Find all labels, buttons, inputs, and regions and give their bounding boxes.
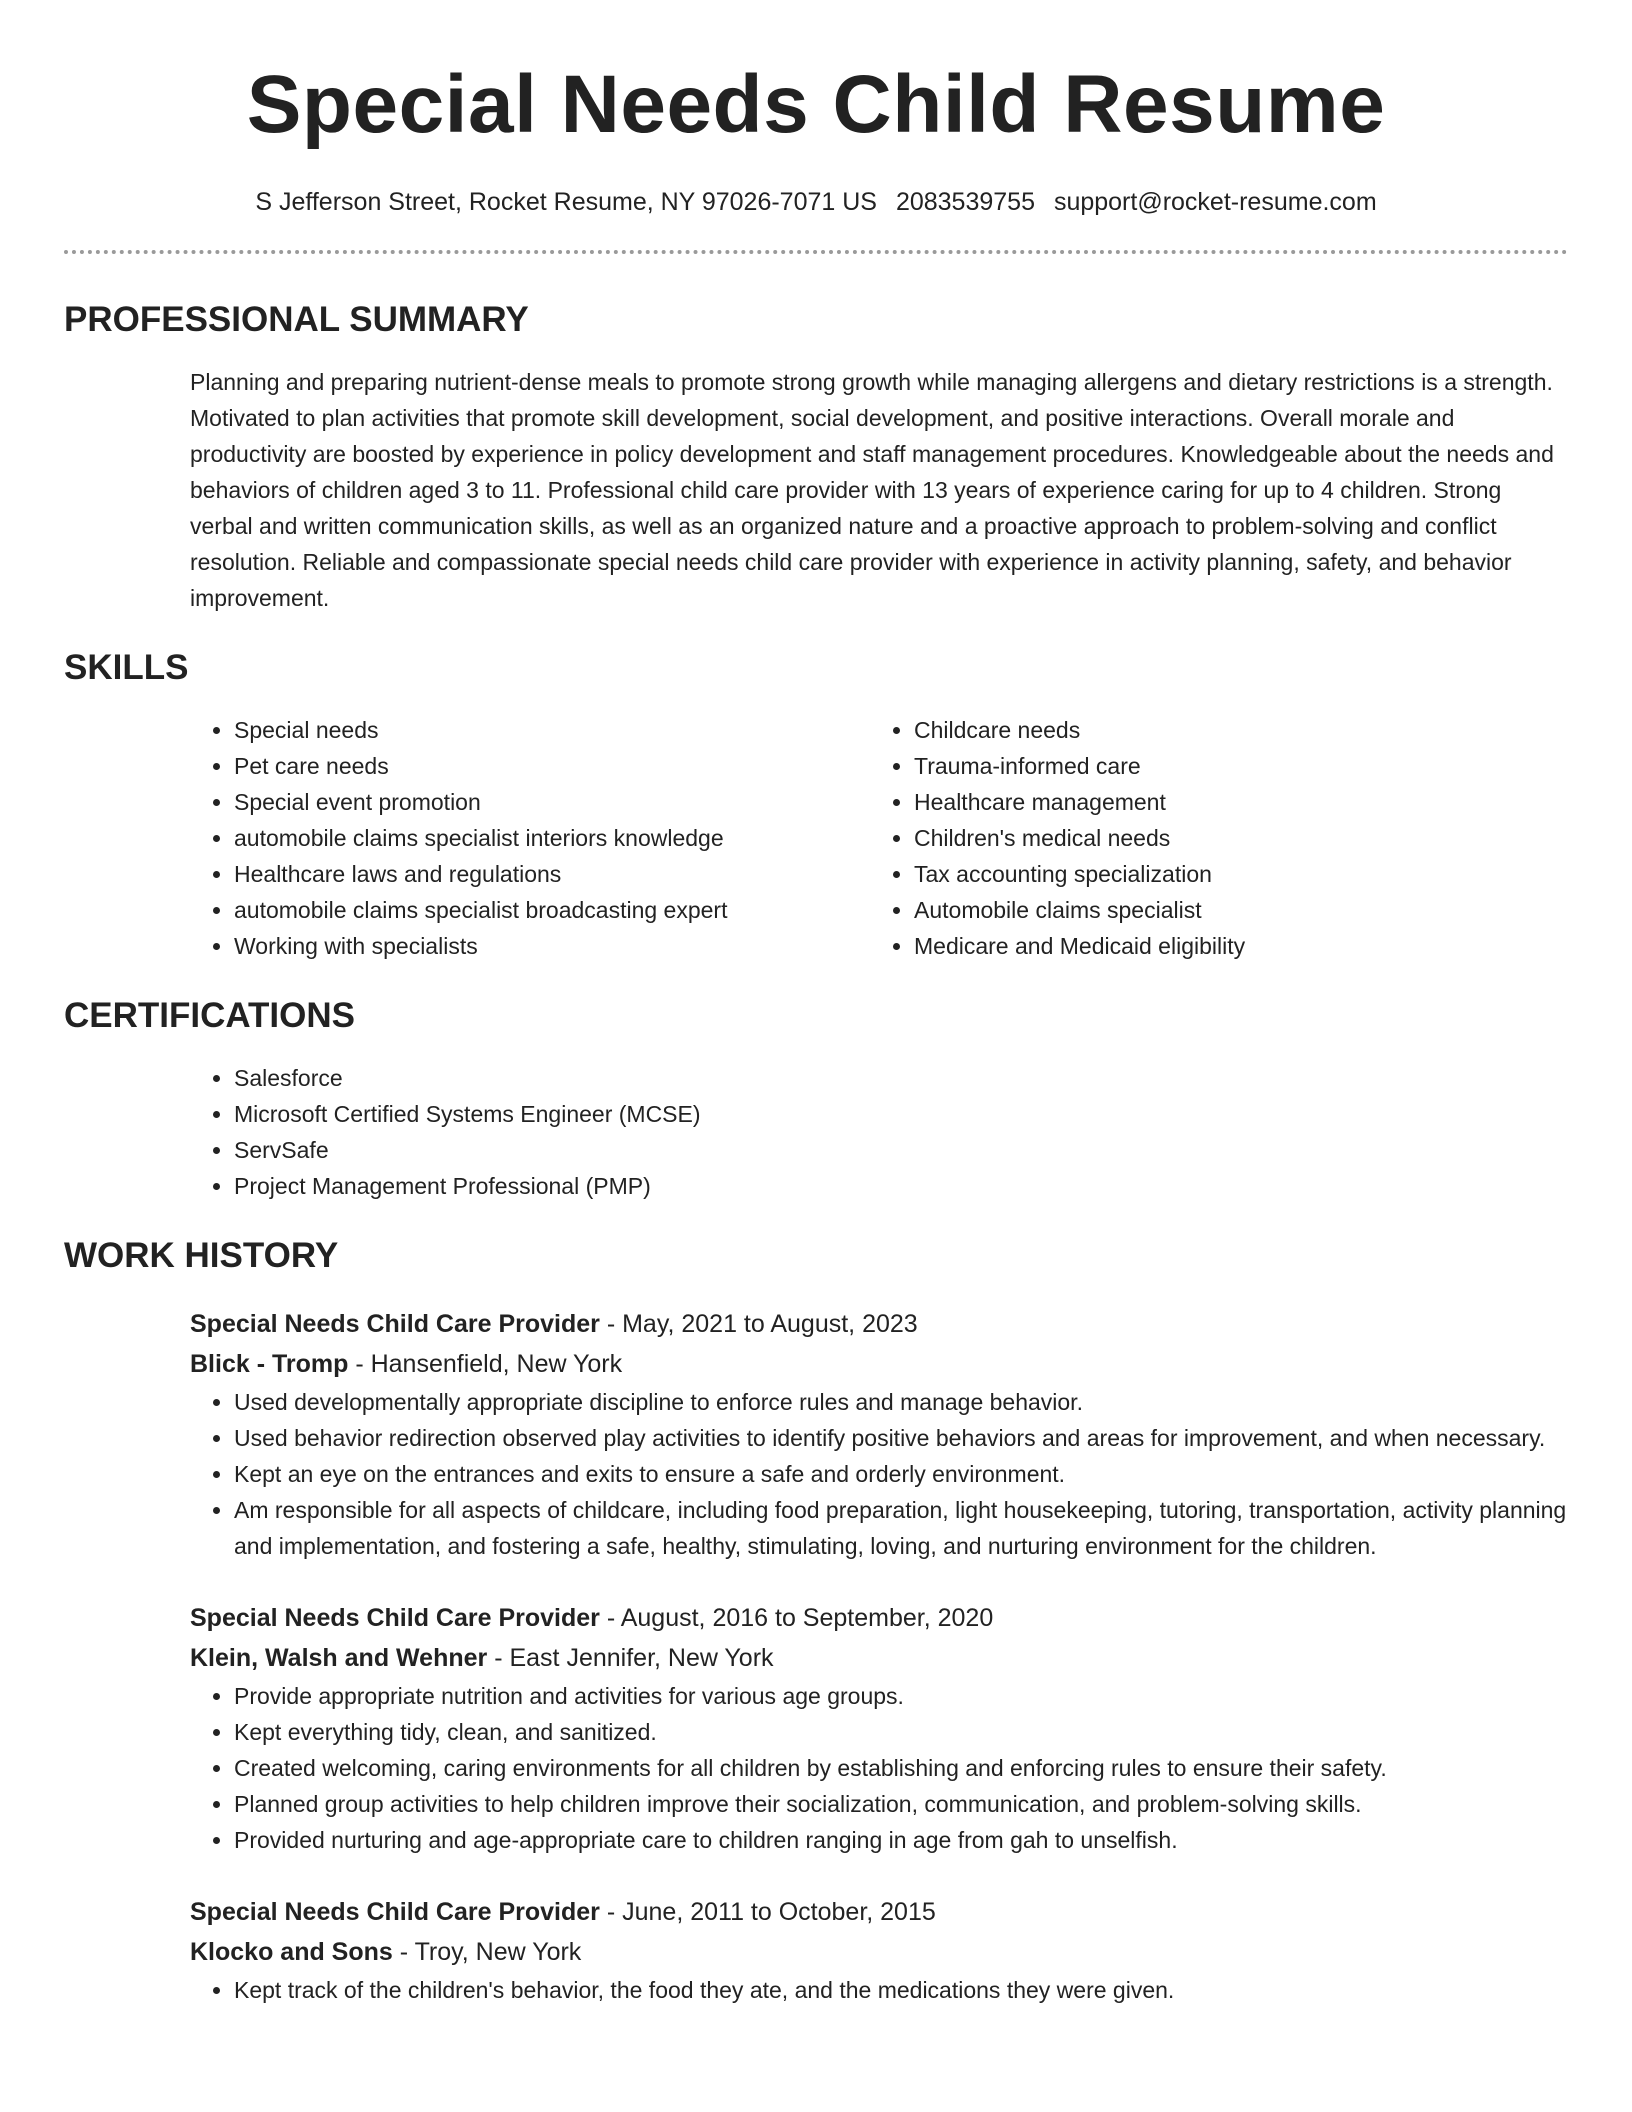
job-duty: • Am responsible for all aspects of childcare, including food preparation, light housekeeping, tutoring, transportation, activity planning and implementation, and fostering a safe, healthy, stimulating, loving, and nurturing environment for the children. — [234, 1492, 1568, 1564]
contact-phone: 2083539755 — [895, 188, 1035, 216]
skill-item: • Trauma-informed care — [914, 748, 1550, 784]
job-dates: - May, 2021 to August, 2023 — [599, 1310, 918, 1338]
job-company-line — [190, 1638, 1568, 1678]
job-company-line — [190, 1344, 1568, 1384]
summary-text: Planning and preparing nutrient-dense meals to promote strong growth while managing allergens and dietary restrictions is a strength. Motivated to plan activities that promote skill development, social development, and positive interactions. Overall morale and productivity are boosted by experience in policy development and staff management procedures. Knowledgeable about the needs and behaviors of children aged 3 to 11. Professional child care provider with 13 years of experience caring for up to 4 children. Strong verbal and written communication skills, as well as an organized nature and a proactive approach to problem-solving and conflict resolution. Reliable and compassionate special needs child care provider with experience in activity planning, safety, and behavior improvement. — [190, 369, 1554, 611]
skill-item: • automobile claims specialist broadcasting expert — [234, 892, 870, 928]
work-history-heading: WORK HISTORY — [64, 1236, 339, 1275]
job-role: Special Needs Child Care Provider — [190, 1898, 600, 1926]
skill-item: • Working with specialists — [234, 928, 870, 964]
job-dates: - August, 2016 to September, 2020 — [599, 1604, 994, 1632]
job-title-line — [190, 1304, 1568, 1344]
skill-item: • Medicare and Medicaid eligibility — [914, 928, 1550, 964]
job-company-line — [190, 1932, 1568, 1972]
contact-line — [64, 186, 1568, 218]
certification-item: • ServSafe — [234, 1132, 1568, 1168]
skill-item: • Automobile claims specialist — [914, 892, 1550, 928]
certifications-heading: CERTIFICATIONS — [64, 996, 356, 1035]
job-duties-list — [190, 1678, 1568, 1858]
certifications-list — [190, 1060, 1568, 1204]
skill-item: • Tax accounting specialization — [914, 856, 1550, 892]
job-title-line — [190, 1598, 1568, 1638]
header-divider — [64, 250, 1568, 254]
job-duty: • Kept track of the children's behavior, the food they ate, and the medications they were given. — [234, 1972, 1568, 2008]
job-duty: • Provided nurturing and age-appropriate care to children ranging in age from gah to unselfish. — [234, 1822, 1568, 1858]
summary-heading: PROFESSIONAL SUMMARY — [64, 300, 529, 339]
work-history-section — [64, 1234, 1568, 2008]
job-entry — [190, 1892, 1568, 2008]
skills-list-left — [190, 712, 870, 964]
job-duty: • Kept everything tidy, clean, and sanitized. — [234, 1714, 1568, 1750]
skills-column-right — [870, 712, 1550, 964]
job-duties-list — [190, 1972, 1568, 2008]
skill-item: • Children's medical needs — [914, 820, 1550, 856]
job-company: Klein, Walsh and Wehner — [190, 1644, 488, 1672]
job-entry — [190, 1304, 1568, 1564]
certifications-list-wrap — [190, 1060, 1568, 1204]
job-location: - Troy, New York — [392, 1938, 582, 1966]
job-duty: • Kept an eye on the entrances and exits to ensure a safe and orderly environment. — [234, 1456, 1568, 1492]
certification-item: • Project Management Professional (PMP) — [234, 1168, 1568, 1204]
job-entry — [190, 1598, 1568, 1858]
job-duties-list — [190, 1384, 1568, 1564]
certification-item: • Salesforce — [234, 1060, 1568, 1096]
job-duty: • Created welcoming, caring environments for all children by establishing and enforcing rules to ensure their safety. — [234, 1750, 1568, 1786]
skills-list-right — [870, 712, 1550, 964]
skill-item: • Special needs — [234, 712, 870, 748]
skills-heading: SKILLS — [64, 648, 189, 687]
contact-email: support@rocket-resume.com — [1053, 188, 1377, 216]
job-duty: • Used developmentally appropriate discipline to enforce rules and manage behavior. — [234, 1384, 1568, 1420]
skill-item: • Healthcare management — [914, 784, 1550, 820]
skills-section — [64, 646, 1568, 964]
job-role: Special Needs Child Care Provider — [190, 1604, 600, 1632]
job-duty: • Provide appropriate nutrition and activities for various age groups. — [234, 1678, 1568, 1714]
skill-item: • Special event promotion — [234, 784, 870, 820]
skill-item: • automobile claims specialist interiors knowledge — [234, 820, 870, 856]
job-company: Blick - Tromp — [190, 1350, 349, 1378]
job-company: Klocko and Sons — [190, 1938, 393, 1966]
job-location: - Hansenfield, New York — [348, 1350, 623, 1378]
resume-title: Special Needs Child Resume — [246, 59, 1386, 150]
skill-item: • Pet care needs — [234, 748, 870, 784]
job-location: - East Jennifer, New York — [487, 1644, 774, 1672]
skill-item: • Childcare needs — [914, 712, 1550, 748]
job-dates: - June, 2011 to October, 2015 — [599, 1898, 936, 1926]
contact-address: S Jefferson Street, Rocket Resume, NY 97026-7071 US — [255, 188, 877, 216]
job-title-line — [190, 1892, 1568, 1932]
summary-section — [64, 298, 1568, 616]
certifications-section — [64, 994, 1568, 1204]
skill-item: • Healthcare laws and regulations — [234, 856, 870, 892]
job-duty: • Planned group activities to help children improve their socialization, communication, and problem-solving skills. — [234, 1786, 1568, 1822]
skills-grid — [190, 712, 1568, 964]
job-role: Special Needs Child Care Provider — [190, 1310, 600, 1338]
certification-item: • Microsoft Certified Systems Engineer (MCSE) — [234, 1096, 1568, 1132]
skills-column-left — [190, 712, 870, 964]
job-duty: • Used behavior redirection observed play activities to identify positive behaviors and areas for improvement, and when necessary. — [234, 1420, 1568, 1456]
